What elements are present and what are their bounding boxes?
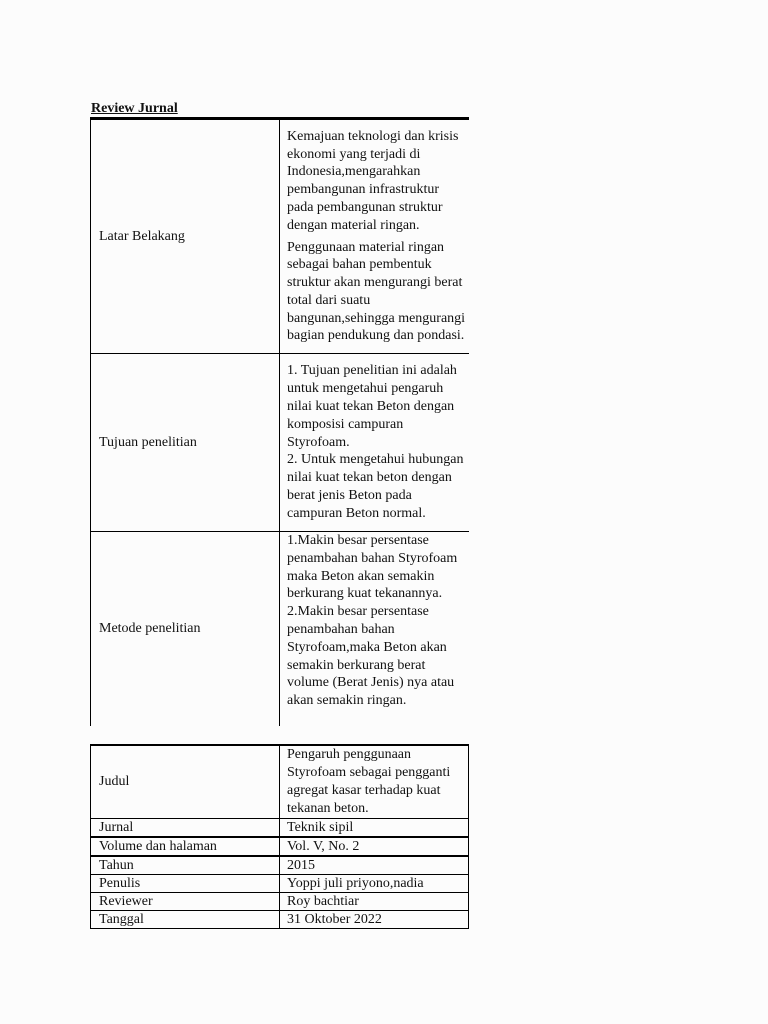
table-row (91, 532, 469, 727)
row-value-reviewer: Roy bachtiar (280, 893, 469, 911)
table-row (91, 856, 469, 875)
review-table (90, 117, 469, 726)
row-value-tahun: 2015 (280, 856, 469, 875)
paragraph: 1.Makin besar persentase penambahan bahan Styrofoam maka Beton akan semakin berkurang kuat tekanannya. (287, 533, 458, 602)
row-label-jurnal: Jurnal (91, 819, 280, 838)
row-label-tanggal: Tanggal (91, 911, 280, 929)
row-value-tanggal: 31 Oktober 2022 (280, 911, 469, 929)
journal-info-table (90, 744, 469, 929)
row-label-tahun: Tahun (91, 856, 280, 875)
row-label-reviewer: Reviewer (91, 893, 280, 911)
document-title: Review Jurnal (91, 101, 178, 116)
row-label-volume: Volume dan halaman (91, 837, 280, 856)
paragraph: Penggunaan material ringan sebagai bahan pembentuk struktur akan mengurangi berat total dari suatu bangunan,sehingga mengurangi bagian pendukung dan pondasi. (287, 239, 466, 344)
row-value-metode-penelitian (280, 532, 469, 727)
row-value-tujuan-penelitian (280, 354, 469, 532)
row-value-judul: Pengaruh penggunaan Styrofoam sebagai pengganti agregat kasar terhadap kuat tekanan beton. (280, 745, 469, 819)
paragraph: 2. Untuk mengetahui hubungan nilai kuat tekan beton dengan berat jenis Beton pada campuran Beton normal. (287, 452, 464, 521)
row-label-judul: Judul (91, 745, 280, 819)
paragraph: Kemajuan teknologi dan krisis ekonomi yang terjadi di Indonesia,mengarahkan pembangunan infrastruktur pada pembangunan struktur dengan material ringan. (287, 128, 459, 233)
row-label-metode-penelitian: Metode penelitian (91, 532, 280, 727)
paragraph: 2.Makin besar persentase penambahan bahan Styrofoam,maka Beton akan semakin berkurang berat volume (Berat Jenis) nya atau akan semakin ringan. (287, 604, 455, 709)
row-label-latar-belakang: Latar Belakang (91, 119, 280, 354)
row-value-penulis: Yoppi juli priyono,nadia (280, 875, 469, 893)
table-row (91, 745, 469, 819)
table-row (91, 875, 469, 893)
table-row (91, 819, 469, 838)
table-row (91, 837, 469, 856)
row-label-tujuan-penelitian: Tujuan penelitian (91, 354, 280, 532)
table-row (91, 911, 469, 929)
table-row (91, 119, 469, 354)
row-label-penulis: Penulis (91, 875, 280, 893)
row-value-jurnal: Teknik sipil (280, 819, 469, 838)
row-value-volume: Vol. V, No. 2 (280, 837, 469, 856)
table-row (91, 354, 469, 532)
paragraph: 1. Tujuan penelitian ini adalah untuk mengetahui pengaruh nilai kuat tekan Beton dengan komposisi campuran Styrofoam. (287, 363, 457, 450)
table-row (91, 893, 469, 911)
row-value-latar-belakang (280, 119, 469, 354)
